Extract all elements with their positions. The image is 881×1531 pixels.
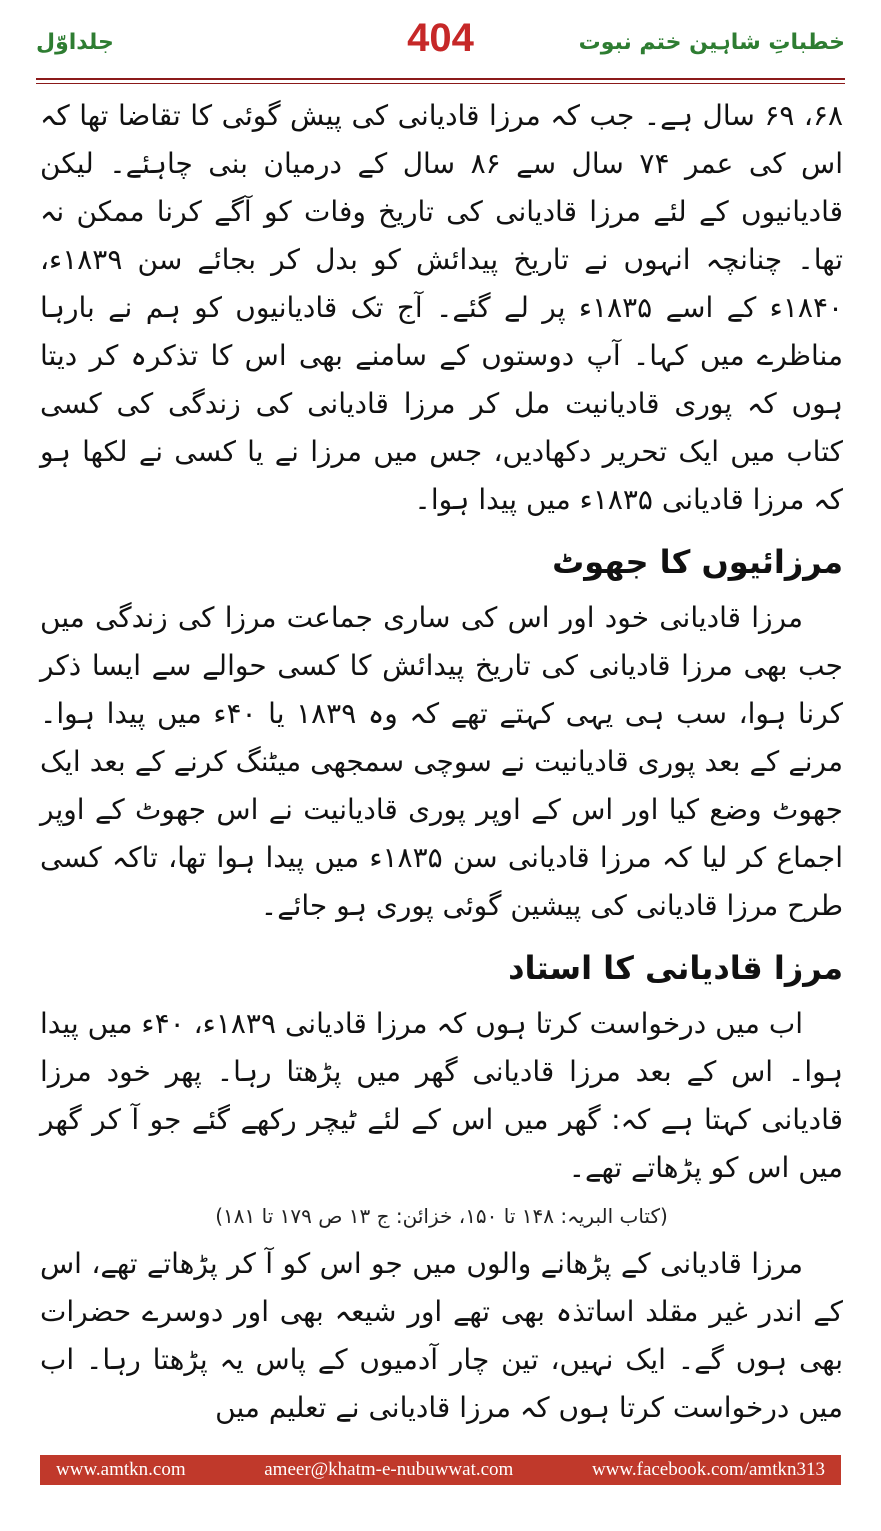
paragraph-3: اب میں درخواست کرتا ہوں کہ مرزا قادیانی ۱۸۳۹ء، ۴۰ء میں پیدا ہوا۔ اس کے بعد مرزا قادیانی گھر میں پڑھتا رہا۔ پھر خود مرزا قادیانی کہتا ہے کہ: گھر میں اس کے لئے ٹیچر رکھے گئے جو آ کر گھر میں اس کو پڑھاتے تھے۔: [40, 1007, 843, 1184]
page-number: 404: [407, 16, 474, 60]
section-heading-lie: مرزائیوں کا جھوٹ: [552, 543, 843, 581]
paragraph-4: مرزا قادیانی کے پڑھانے والوں میں جو اس کو آ کر پڑھاتے تھے، اس کے اندر غیر مقلد اساتذہ بھی تھے اور شیعہ بھی اور دوسرے حضرات بھی ہوں گے۔ ایک نہیں، تین چار آدمیوں کے پاس یہ پڑھتا رہا۔ اب میں درخواست کرتا ہوں کہ مرزا قادیانی نے تعلیم میں: [40, 1247, 843, 1424]
facebook-link[interactable]: www.facebook.com/amtkn313: [591, 1459, 825, 1480]
website-link[interactable]: www.amtkn.com: [56, 1459, 186, 1480]
email-link[interactable]: ameer@khatm-e-nubuwwat.com: [264, 1459, 514, 1480]
page-header: [36, 16, 845, 72]
page-body: [40, 92, 843, 1432]
paragraph-1: ۶۸، ۶۹ سال ہے۔ جب کہ مرزا قادیانی کی پیش گوئی کا تقاضا تھا کہ اس کی عمر ۷۴ سال سے ۸۶ سال کے درمیان بنی چاہئے۔ لیکن قادیانیوں کے لئے مرزا قادیانی کی تاریخ وفات کو آگے کرنا ممکن نہ تھا۔ چنانچہ انہوں نے تاریخ پیدائش کو بدل کر بجائے سن ۱۸۳۹ء، ۱۸۴۰ء کے اسے ۱۸۳۵ء پر لے گئے۔ آج تک قادیانیوں کو ہم نے بارہا مناظرے میں کہا۔ آپ دوستوں کے سامنے بھی اس کا تذکرہ کر دیتا ہوں کہ پوری قادیانیت مل کر مرزا قادیانی کی زندگی کی کسی کتاب میں ایک تحریر دکھادیں، جس میں مرزا نے یا کسی نے لکھا ہو کہ مرزا قادیانی ۱۸۳۵ء میں پیدا ہوا۔: [40, 99, 844, 516]
page-footer: [40, 1455, 841, 1485]
volume-label: جلداوّل: [36, 30, 114, 55]
citation-reference: (کتاب البریہ: ۱۴۸ تا ۱۵۰، خزائن: ج ۱۳ ص ۱۷۹ تا ۱۸۱): [215, 1204, 668, 1228]
book-title: خطباتِ شاہین ختم نبوت: [578, 30, 845, 55]
paragraph-2: مرزا قادیانی خود اور اس کی ساری جماعت مرزا کی زندگی میں جب بھی مرزا قادیانی کی تاریخ پیدائش کا کسی حوالے سے ایسا ذکر کرنا ہوا، سب ہی یہی کہتے تھے کہ وہ ۱۸۳۹ یا ۴۰ء میں پیدا ہوا۔ مرنے کے بعد پوری قادیانیت نے سوچی سمجھی میٹنگ کرنے کے بعد ایک جھوٹ وضع کیا اور اس کے اوپر پوری قادیانیت نے اس جھوٹ کے اوپر اجماع کر لیا کہ مرزا قادیانی سن ۱۸۳۵ء میں پیدا ہوا تھا، تاکہ کسی طرح مرزا قادیانی کی پیشین گوئی پوری ہو جائے۔: [40, 601, 843, 922]
section-heading-teacher: مرزا قادیانی کا استاد: [508, 949, 843, 987]
header-rule-thin: [36, 83, 845, 84]
header-rule: [36, 78, 845, 80]
